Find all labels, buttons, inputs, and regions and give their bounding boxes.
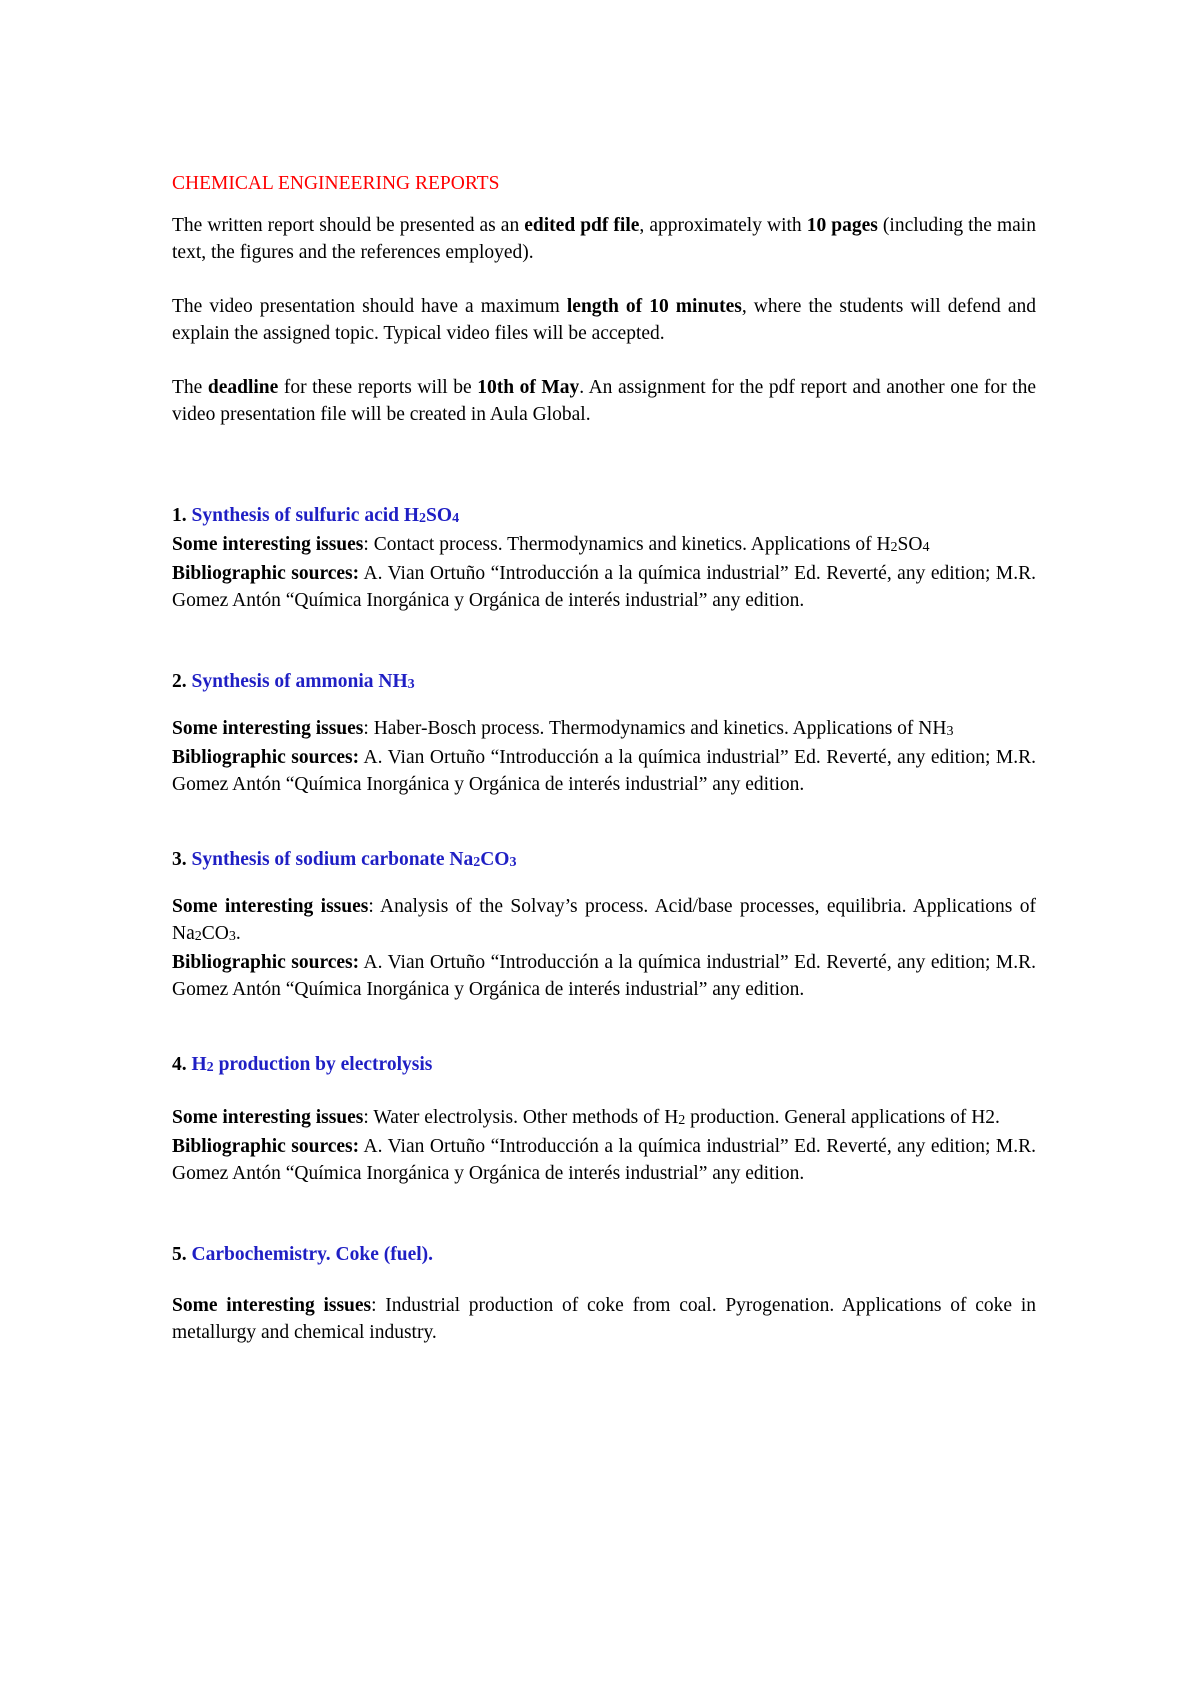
topic-heading [172, 1051, 1036, 1080]
issues-label: Some interesting issues [172, 896, 369, 917]
issues-label: Some interesting issues [172, 534, 364, 555]
sources-label: Bibliographic sources: [172, 1136, 360, 1157]
topic-issues: Some interesting issues: Haber-Bosch process. Thermodynamics and kinetics. Applications of $NH_3$ [172, 718, 954, 739]
text-bold: 10 pages [806, 215, 878, 236]
intro-paragraph-video [172, 293, 1036, 347]
text-run: The [172, 377, 208, 398]
text-run: for these reports will be [278, 377, 478, 398]
issues-label: Some interesting issues [172, 1295, 372, 1316]
topic-title: Synthesis of sodium carbonate $Na_2CO_3$ [191, 849, 517, 870]
issues-label: Some interesting issues [172, 718, 364, 739]
topic-sources: Bibliographic sources: A. Vian Ortuño “Introducción a la química industrial” Ed. Reverté, any edition; M.R. Gomez Antón “Química Inorgánica y Orgánica de interés industrial” any edition. [172, 747, 1036, 795]
topic-title: Synthesis of sulfuric acid $H_2SO_4$ [191, 505, 460, 526]
text-bold: deadline [207, 377, 279, 398]
topic-number: 2. [172, 671, 192, 692]
intro-paragraph-deadline [172, 374, 1036, 428]
topic-sources: Bibliographic sources: A. Vian Ortuño “Introducción a la química industrial” Ed. Reverté, any edition; M.R. Gomez Antón “Química Inorgánica y Orgánica de interés industrial” any edition. [172, 952, 1036, 1000]
topic-number: 3. [172, 849, 192, 870]
text-bold: 10th of May [477, 377, 580, 398]
intro-paragraph-report [172, 212, 1036, 266]
topic-heading [172, 846, 1036, 875]
topic-issues: Some interesting issues: Contact process. Thermodynamics and kinetics. Applications of $H_2SO_4$ [172, 534, 930, 555]
sources-label: Bibliographic sources: [172, 952, 360, 973]
topic-5 [172, 1241, 1036, 1346]
text-run: , approximately with [639, 215, 807, 236]
topic-sources: Bibliographic sources: A. Vian Ortuño “Introducción a la química industrial” Ed. Reverté, any edition; M.R. Gomez Antón “Química Inorgánica y Orgánica de interés industrial” any edition. [172, 563, 1036, 611]
document-title: CHEMICAL ENGINEERING REPORTS [172, 173, 500, 194]
sources-label: Bibliographic sources: [172, 563, 360, 584]
text-run: , where the students will defend and explain the assigned topic. Typical video files will be accepted. [172, 296, 1036, 344]
topic-title: Synthesis of ammonia $NH_3$ [191, 671, 415, 692]
text-run: The written report should be presented as an [172, 215, 525, 236]
topic-heading [172, 1241, 1036, 1268]
topic-issues: Some interesting issues: Water electrolysis. Other methods of $H_2$ production. General applications of H2. [172, 1107, 1000, 1128]
sources-label: Bibliographic sources: [172, 747, 360, 768]
topic-issues: Some interesting issues: Industrial production of coke from coal. Pyrogenation. Applications of coke in metallurgy and chemical industry. [172, 1295, 1036, 1343]
topic-heading [172, 502, 1036, 531]
text-run: . An assignment for the pdf report and another one for the video presentation file will be created in Aula Global. [172, 377, 1036, 425]
issues-label: Some interesting issues [172, 1107, 364, 1128]
topic-title: $H_2$ production by electrolysis [191, 1054, 433, 1075]
topic-number: 5. [172, 1244, 192, 1265]
topic-issues: Some interesting issues: Analysis of the Solvay’s process. Acid/base processes, equilibria. Applications of $Na_2CO_3$. [172, 896, 1036, 944]
topic-heading [172, 668, 1036, 697]
topic-title: Carbochemistry. Coke (fuel). [191, 1244, 434, 1265]
topic-sources: Bibliographic sources: A. Vian Ortuño “Introducción a la química industrial” Ed. Reverté, any edition; M.R. Gomez Antón “Química Inorgánica y Orgánica de interés industrial” any edition. [172, 1136, 1036, 1184]
text-bold: edited pdf file [524, 215, 640, 236]
topic-2 [172, 668, 1036, 798]
document-page [172, 170, 1036, 1346]
topic-1 [172, 502, 1036, 614]
text-run: (including the main text, the figures and the references employed). [172, 215, 1036, 263]
text-bold: length of 10 minutes [566, 296, 742, 317]
topic-number: 1. [172, 505, 192, 526]
text-run: The video presentation should have a maximum [172, 296, 567, 317]
topic-3 [172, 846, 1036, 1003]
topic-number: 4. [172, 1054, 192, 1075]
topic-4 [172, 1051, 1036, 1187]
